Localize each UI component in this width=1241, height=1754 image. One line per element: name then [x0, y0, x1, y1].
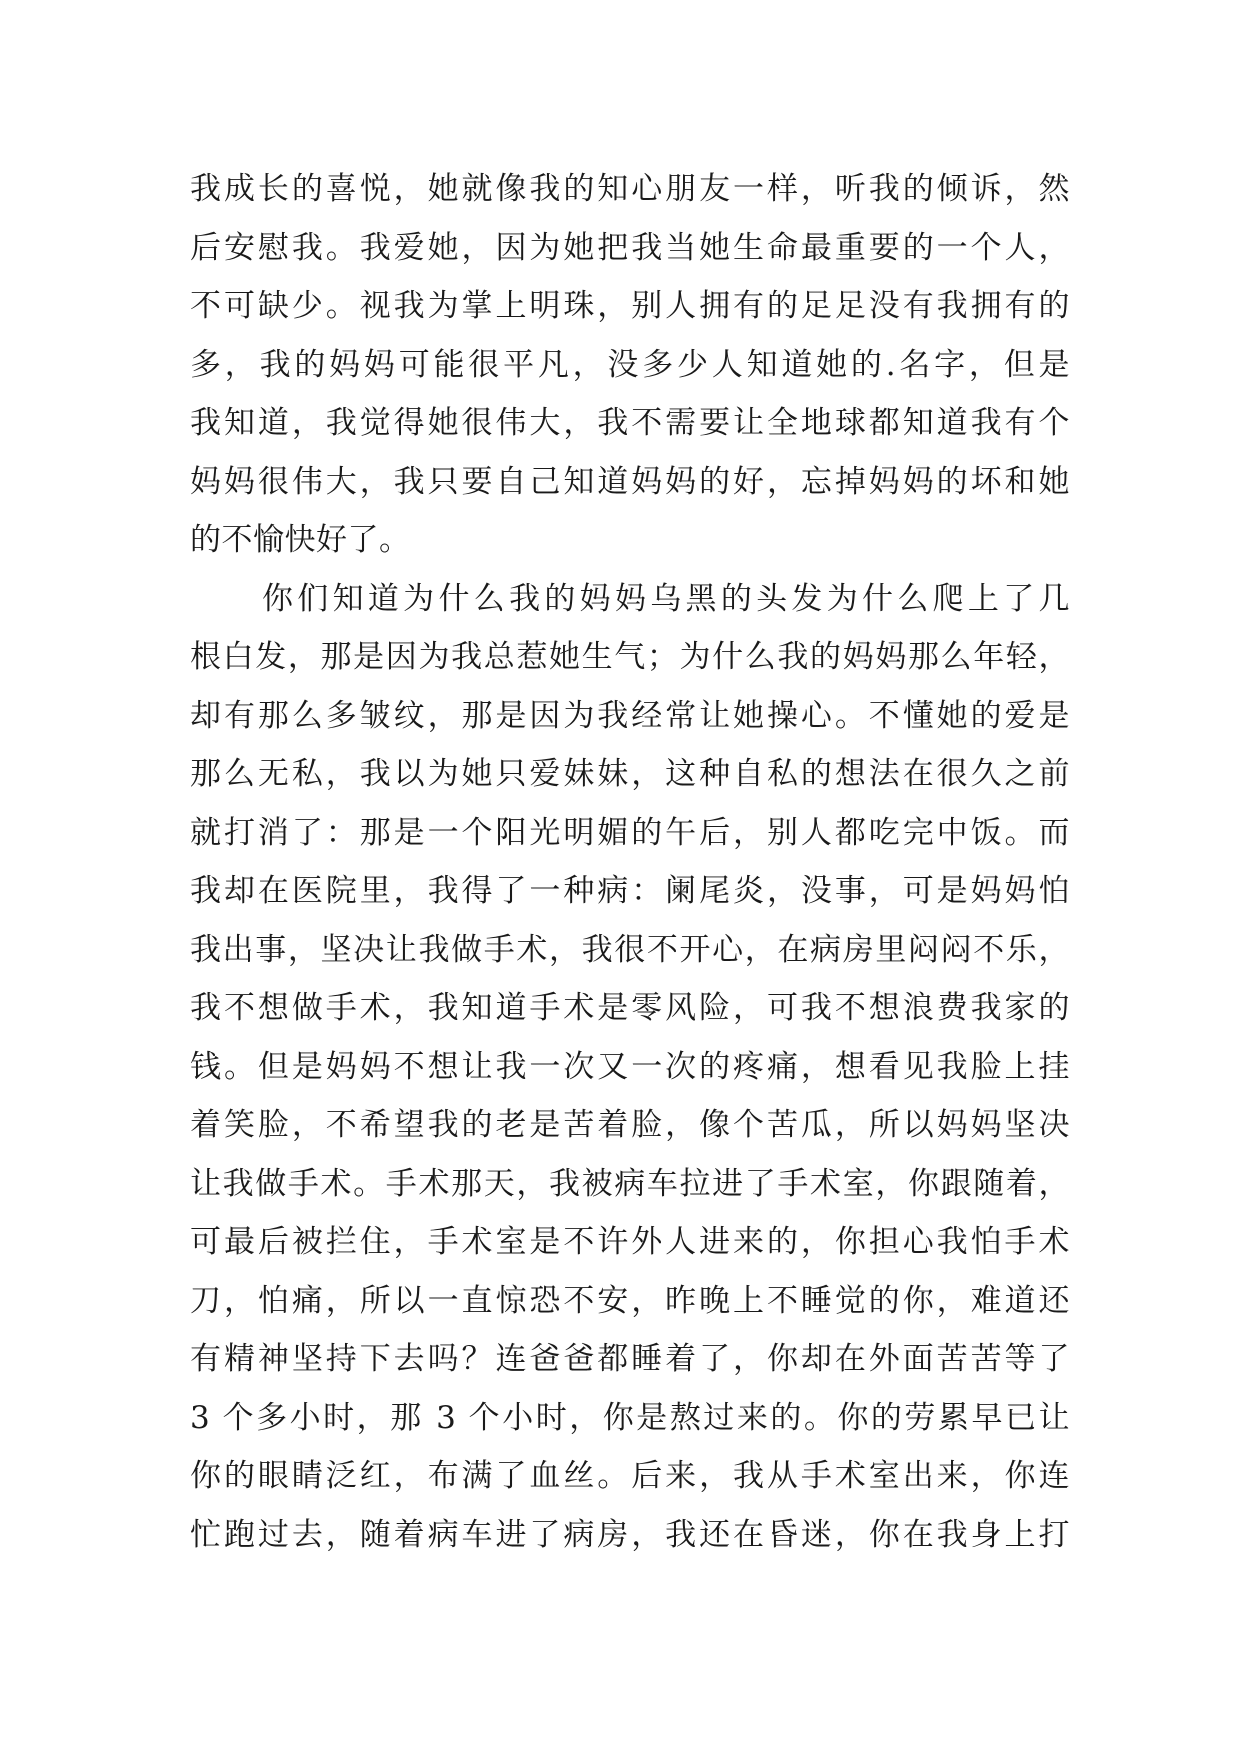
text-line: 让我做手术。手术那天，我被病车拉进了手术室，你跟随着， [190, 1165, 1070, 1202]
text-line: 不可缺少。视我为掌上明珠，别人拥有的足足没有我拥有的 [190, 288, 1070, 324]
text-line: 我不想做手术，我知道手术是零风险，可我不想浪费我家的 [190, 990, 1070, 1026]
text-line: 有精神坚持下去吗？连爸爸都睡着了，你却在外面苦苦等了 [190, 1341, 1070, 1377]
text-line: 后安慰我。我爱她，因为她把我当她生命最重要的一个人， [190, 229, 1070, 266]
paragraph-2 [190, 570, 1070, 1565]
text-line: 我知道，我觉得她很伟大，我不需要让全地球都知道我有个 [190, 405, 1070, 441]
text-line: 刀，怕痛，所以一直惊恐不安，昨晚上不睡觉的你，难道还 [190, 1282, 1070, 1319]
text-line: 妈妈很伟大，我只要自己知道妈妈的好，忘掉妈妈的坏和她 [190, 463, 1070, 500]
text-line: 却有那么多皱纹，那是因为我经常让她操心。不懂她的爱是 [190, 697, 1070, 734]
text-line: 可最后被拦住，手术室是不许外人进来的，你担心我怕手术 [190, 1224, 1070, 1260]
text-line: 3 个多小时，那 3 个小时，你是熬过来的。你的劳累早已让 [190, 1399, 1070, 1436]
text-line: 的不愉快好了。 [190, 522, 411, 558]
text-line: 你们知道为什么我的妈妈乌黑的头发为什么爬上了几 [262, 580, 1070, 617]
text-line: 我成长的喜悦，她就像我的知心朋友一样，听我的倾诉，然 [190, 171, 1070, 207]
text-line: 那么无私，我以为她只爱妹妹，这种自私的想法在很久之前 [190, 756, 1070, 792]
text-line: 多，我的妈妈可能很平凡，没多少人知道她的.名字，但是 [190, 346, 1070, 383]
paragraph-1 [190, 160, 1070, 570]
text-line: 根白发，那是因为我总惹她生气；为什么我的妈妈那么年轻， [190, 639, 1070, 675]
body-text [190, 160, 1070, 1564]
text-line: 我却在医院里，我得了一种病：阑尾炎，没事，可是妈妈怕 [190, 873, 1070, 909]
text-line: 我出事，坚决让我做手术，我很不开心，在病房里闷闷不乐， [190, 931, 1070, 968]
text-line: 就打消了：那是一个阳光明媚的午后，别人都吃完中饭。而 [190, 814, 1070, 851]
text-line: 忙跑过去，随着病车进了病房，我还在昏迷，你在我身上打 [190, 1516, 1070, 1553]
text-line: 着笑脸，不希望我的老是苦着脸，像个苦瓜，所以妈妈坚决 [190, 1107, 1070, 1143]
text-line: 钱。但是妈妈不想让我一次又一次的疼痛，想看见我脸上挂 [190, 1048, 1070, 1085]
text-line: 你的眼睛泛红，布满了血丝。后来，我从手术室出来，你连 [190, 1458, 1070, 1494]
